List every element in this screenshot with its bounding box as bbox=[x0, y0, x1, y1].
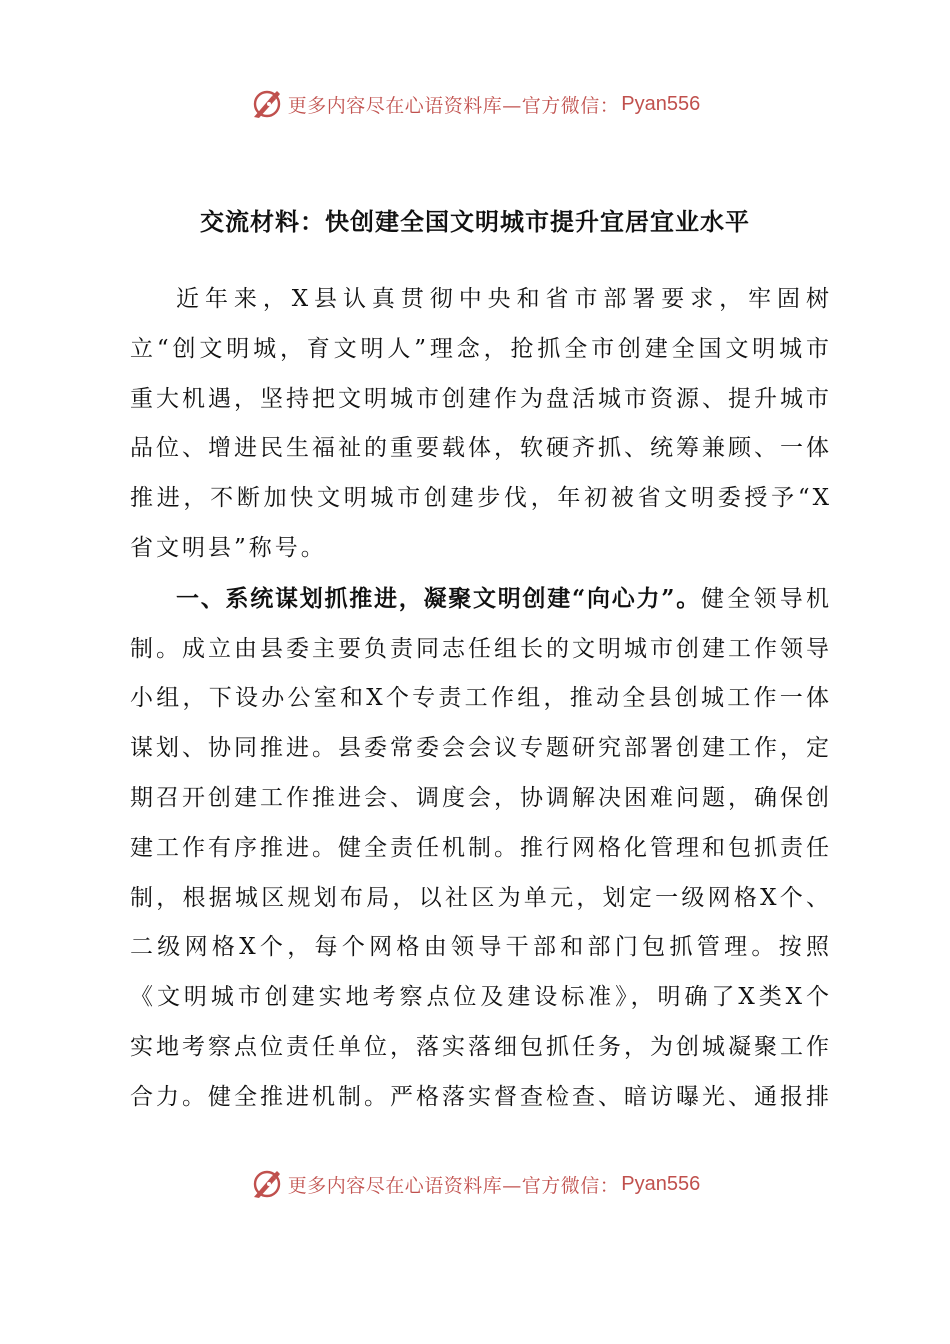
fountain-pen-logo-icon bbox=[250, 1167, 284, 1201]
document-body bbox=[130, 275, 832, 1123]
section-1-heading: 一、系统谋划抓推进，凝聚文明创建“向心力”。 bbox=[176, 584, 701, 612]
watermark-wechat-id: Pyan556 bbox=[621, 92, 701, 115]
section-1-body: 健全领导机制。成立由县委主要负责同志任组长的文明城市创建工作领导小组，下设办公室和X个专责工作组，推动全县创城工作一体谋划、协同推进。县委常委会会议专题研究部署创建工作，定期召开创建工作推进会、调度会，协调解决困难问题，确保创建工作有序推进。健全责任机制。推行网格化管理和包抓责任制，根据城区规划布局，以社区为单元，划定一级网格X个、二级网格X个，每个网格由领导干部和部门包抓管理。按照《文明城市创建实地考察点位及建设标准》，明确了X类X个实地考察点位责任单位，落实落细包抓任务，为创城凝聚工作合力。健全推进机制。严格落实督查检查、暗访曝光、通报排 bbox=[130, 585, 833, 1110]
watermark-banner-bottom bbox=[0, 1164, 950, 1204]
section-1-paragraph bbox=[130, 574, 832, 1123]
watermark-text: 更多内容尽在心语资料库—官方微信： bbox=[287, 1174, 620, 1197]
fountain-pen-logo-icon bbox=[250, 87, 284, 121]
document-title: 交流材料：快创建全国文明城市提升宜居宜业水平 bbox=[200, 207, 750, 236]
watermark-text: 更多内容尽在心语资料库—官方微信： bbox=[287, 94, 620, 117]
watermark-banner-top bbox=[0, 84, 950, 124]
watermark-wechat-id: Pyan556 bbox=[621, 1172, 701, 1195]
intro-paragraph: 近年来，X县认真贯彻中央和省市部署要求，牢固树立“创文明城，育文明人”理念，抢抓全市创建全国文明城市重大机遇，坚持把文明城市创建作为盘活城市资源、提升城市品位、增进民生福祉的重要载体，软硬齐抓、统筹兼顾、一体推进，不断加快文明城市创建步伐，年初被省文明委授予“X省文明县”称号。 bbox=[130, 286, 832, 561]
